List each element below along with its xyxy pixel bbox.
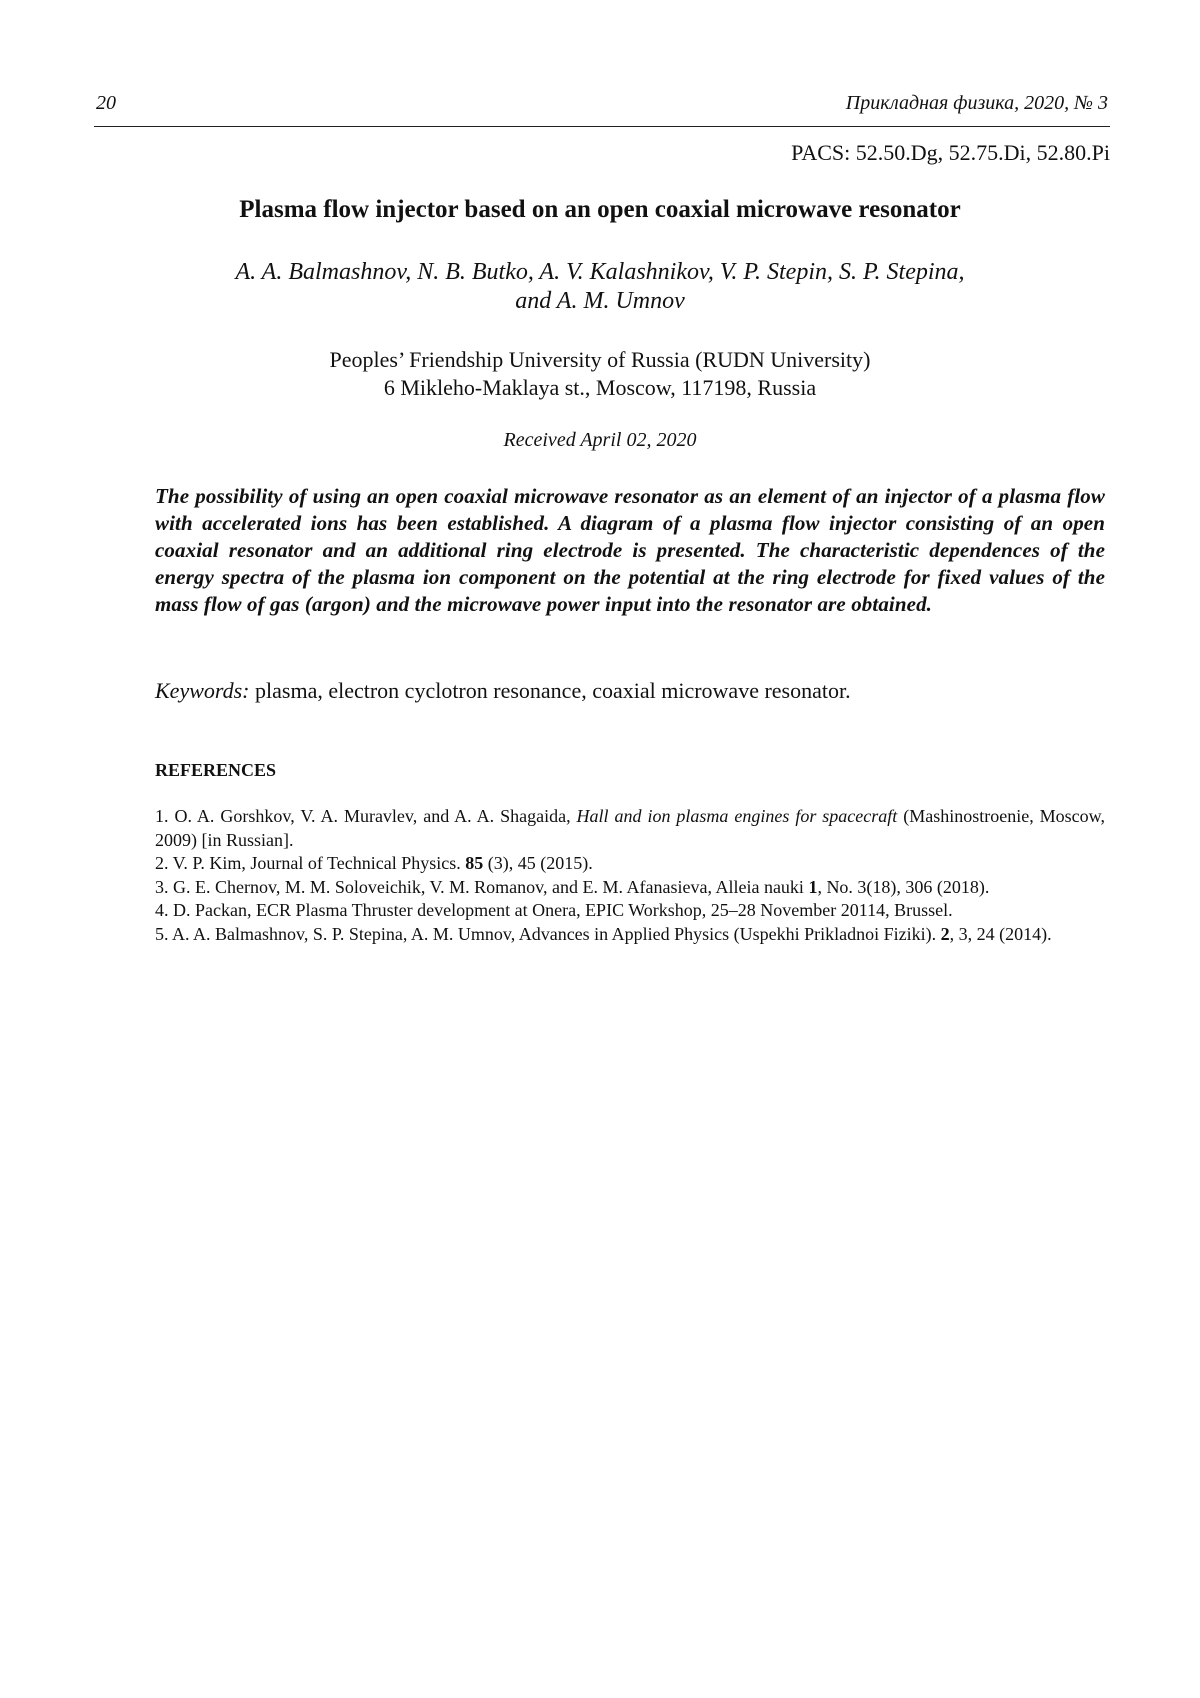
journal-name: Прикладная физика, 2020, № 3 xyxy=(845,92,1108,114)
abstract: The possibility of using an open coaxial microwave resonator as an element of an injector of a plasma flow with accelerated ions has been established. A diagram of a plasma flow injector consisting of an open coaxial resonator and an additional ring electrode is presented. The characteristic dependences of the energy spectra of the plasma ion component on the potential at the ring electrode for fixed values of the mass flow of gas (argon) and the microwave power input into the resonator are obtained. xyxy=(155,484,1105,616)
paper-title: Plasma flow injector based on an open coaxial microwave resonator xyxy=(239,196,961,223)
references-heading: REFERENCES xyxy=(155,760,277,780)
references-list xyxy=(155,805,1105,946)
reference-text: , 3, 24 (2014). xyxy=(949,923,1052,944)
pacs-codes: PACS: 52.50.Dg, 52.75.Di, 52.80.Pi xyxy=(791,140,1110,165)
affiliation-line-2: 6 Mikleho-Maklaya st., Moscow, 117198, Russia xyxy=(383,375,817,400)
reference-text: , No. 3(18), 306 (2018). xyxy=(817,876,990,897)
keywords xyxy=(155,678,851,704)
running-header xyxy=(94,92,1110,127)
reference-text: (3), 45 (2015). xyxy=(483,853,593,873)
reference-text: (Mashinostroenie, Moscow, 2009) [in Russian]. xyxy=(155,806,1105,850)
keywords-label: Keywords: xyxy=(155,678,250,703)
reference-volume: 2 xyxy=(940,923,950,944)
keywords-text: plasma, electron cyclotron resonance, coaxial microwave resonator. xyxy=(249,678,851,703)
authors-line-2: and A. M. Umnov xyxy=(515,288,685,314)
page-number: 20 xyxy=(96,92,116,114)
reference-item xyxy=(155,923,1105,947)
reference-volume: 1 xyxy=(808,876,818,897)
reference-text: 1. O. A. Gorshkov, V. A. Muravlev, and A. A. Shagaida, xyxy=(155,806,577,826)
reference-item xyxy=(155,876,1105,900)
reference-text: 2. V. P. Kim, Journal of Technical Physics. xyxy=(155,853,466,873)
authors xyxy=(150,258,1050,316)
reference-item: 4. D. Packan, ECR Plasma Thruster development at Onera, EPIC Workshop, 25–28 November 20114, Brussel. xyxy=(155,900,953,920)
reference-volume: 85 xyxy=(465,853,484,873)
reference-text: 3. G. E. Chernov, M. M. Soloveichik, V. M. Romanov, and E. M. Afanasieva, Alleia nauki xyxy=(155,876,809,897)
reference-item xyxy=(155,805,1105,852)
reference-book-title: Hall and ion plasma engines for spacecraft xyxy=(576,806,898,826)
affiliation xyxy=(150,346,1050,402)
received-date: Received April 02, 2020 xyxy=(503,429,697,451)
reference-text: 5. A. A. Balmashnov, S. P. Stepina, A. M. Umnov, Advances in Applied Physics (Uspekhi Prikladnoi Fiziki). xyxy=(155,923,941,944)
reference-item xyxy=(155,852,1105,876)
affiliation-line-1: Peoples’ Friendship University of Russia (RUDN University) xyxy=(329,347,871,372)
authors-line-1: A. A. Balmashnov, N. B. Butko, A. V. Kalashnikov, V. P. Stepin, S. P. Stepina, xyxy=(235,259,965,285)
